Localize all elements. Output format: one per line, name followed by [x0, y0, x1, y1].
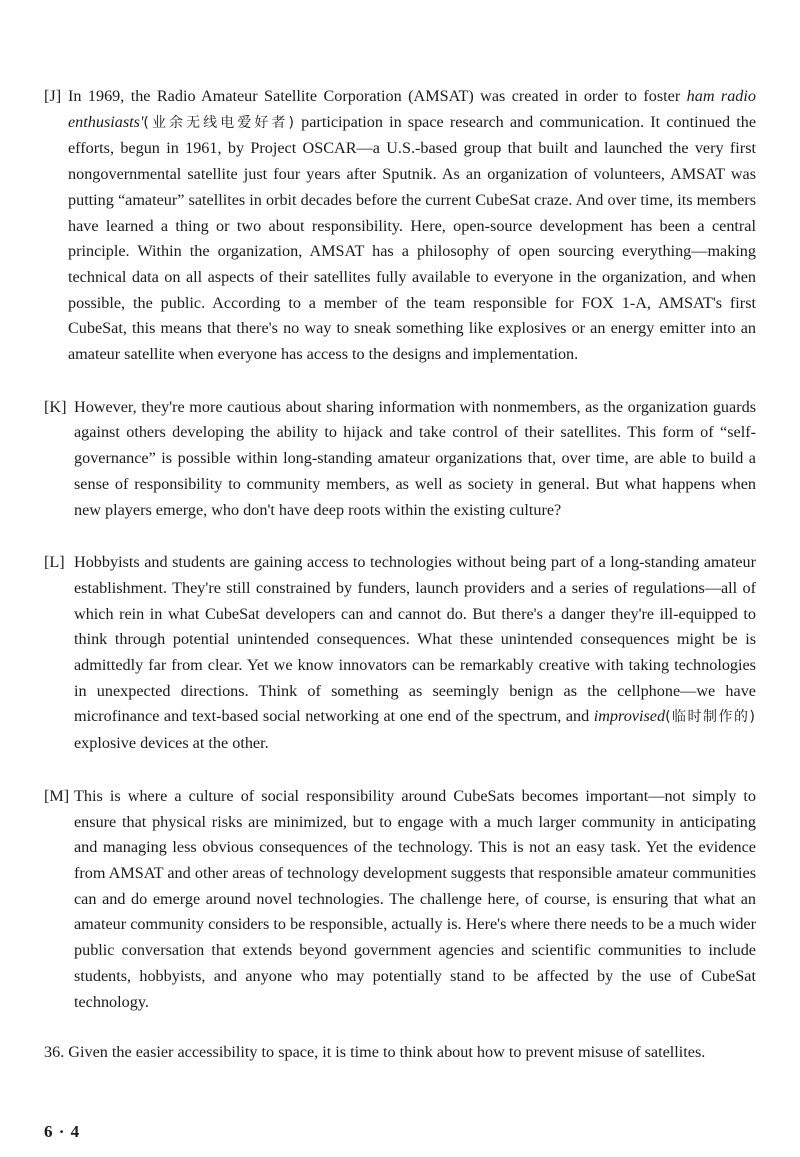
paragraph-k [44, 395, 756, 524]
paragraph-text: explosive devices at the other. [74, 734, 269, 753]
paragraph-label: [J] [44, 87, 62, 105]
page-number: 6 · 4 [44, 1122, 81, 1141]
chinese-gloss: (临时制作的) [665, 709, 756, 726]
chinese-gloss: (业余无线电爱好者) [143, 114, 296, 131]
paragraph-label: [L] [44, 553, 65, 572]
paragraph-j [44, 84, 756, 368]
paragraph-label: [M] [44, 786, 70, 805]
paragraph-text: However, they're more cautious about sharing information with nonmembers, as the organization guards against others developing the ability to hijack and take control of their satellites. This form of “self-governance” is possible within long-standing amateur organizations that, over time, are able to build a sense of responsibility to community members, as well as society in general. But what happens when new players emerge, who don't have deep roots within the existing culture? [74, 397, 756, 519]
glossed-term: improvised [593, 707, 666, 726]
document-page [44, 84, 756, 1082]
paragraph-text: Hobbyists and students are gaining access to technologies without being part of a long-standing amateur establishment. They're still constrained by funders, launch providers and a series of regulations—all of which rein in what CubeSat developers can and cannot do. But there's a danger they're ill-equipped to think through potential unintended consequences. What these unintended consequences might be is admittedly far from clear. Yet we know innovators can be remarkably creative with taking technologies in unexpected directions. Think of something as seemingly benign as the cellphone—we have microfinance and text-based social networking at one end of the spectrum, and [74, 553, 756, 726]
paragraph-text: participation in space research and communication. It continued the efforts, begun in 1961, by Project OSCAR—a U.S.-based group that built and launched the very first nongovernmental satellite just four years after Sputnik. As an organization of volunteers, AMSAT was putting “amateur” satellites in orbit decades before the current CubeSat craze. And over time, its members have learned a thing or two about responsibility. Here, open-source development has been a central principle. Within the organization, AMSAT has a philosophy of open sourcing everything—making technical data on all aspects of their satellites fully available to everyone in the organization, and when possible, the public. According to a member of the team responsible for FOX 1-A, AMSAT's first CubeSat, this means that there's no way to sneak something like explosives or an energy emitter into an amateur satellite when everyone has access to the designs and implementation. [68, 112, 756, 364]
question-36: 36. Given the easier accessibility to space, it is time to think about how to prevent misuse of satellites. [44, 1043, 706, 1062]
paragraph-text: In 1969, the Radio Amateur Satellite Corporation (AMSAT) was created in order to foster [68, 87, 687, 105]
paragraph-text: This is where a culture of social responsibility around CubeSats becomes important—not simply to ensure that physical risks are minimized, but to engage with a much larger community in anticipating and managing less obvious consequences of the technology. This is not an easy task. Yet the evidence from AMSAT and other areas of technology development suggests that responsible amateur communities can and do emerge around novel technologies. The challenge here, of course, is ensuring that what an amateur community considers to be responsible, actually is. Here's where there needs to be a much wider public conversation that extends beyond government agencies and scientific communities to include students, hobbyists, and anyone who may potentially stand to be affected by the use of CubeSat technology. [74, 786, 756, 1011]
paragraph-l [44, 550, 756, 757]
paragraph-label: [K] [44, 397, 67, 416]
paragraph-m [44, 784, 756, 1015]
glossed-term: ham radio enthusiasts' [68, 87, 756, 131]
